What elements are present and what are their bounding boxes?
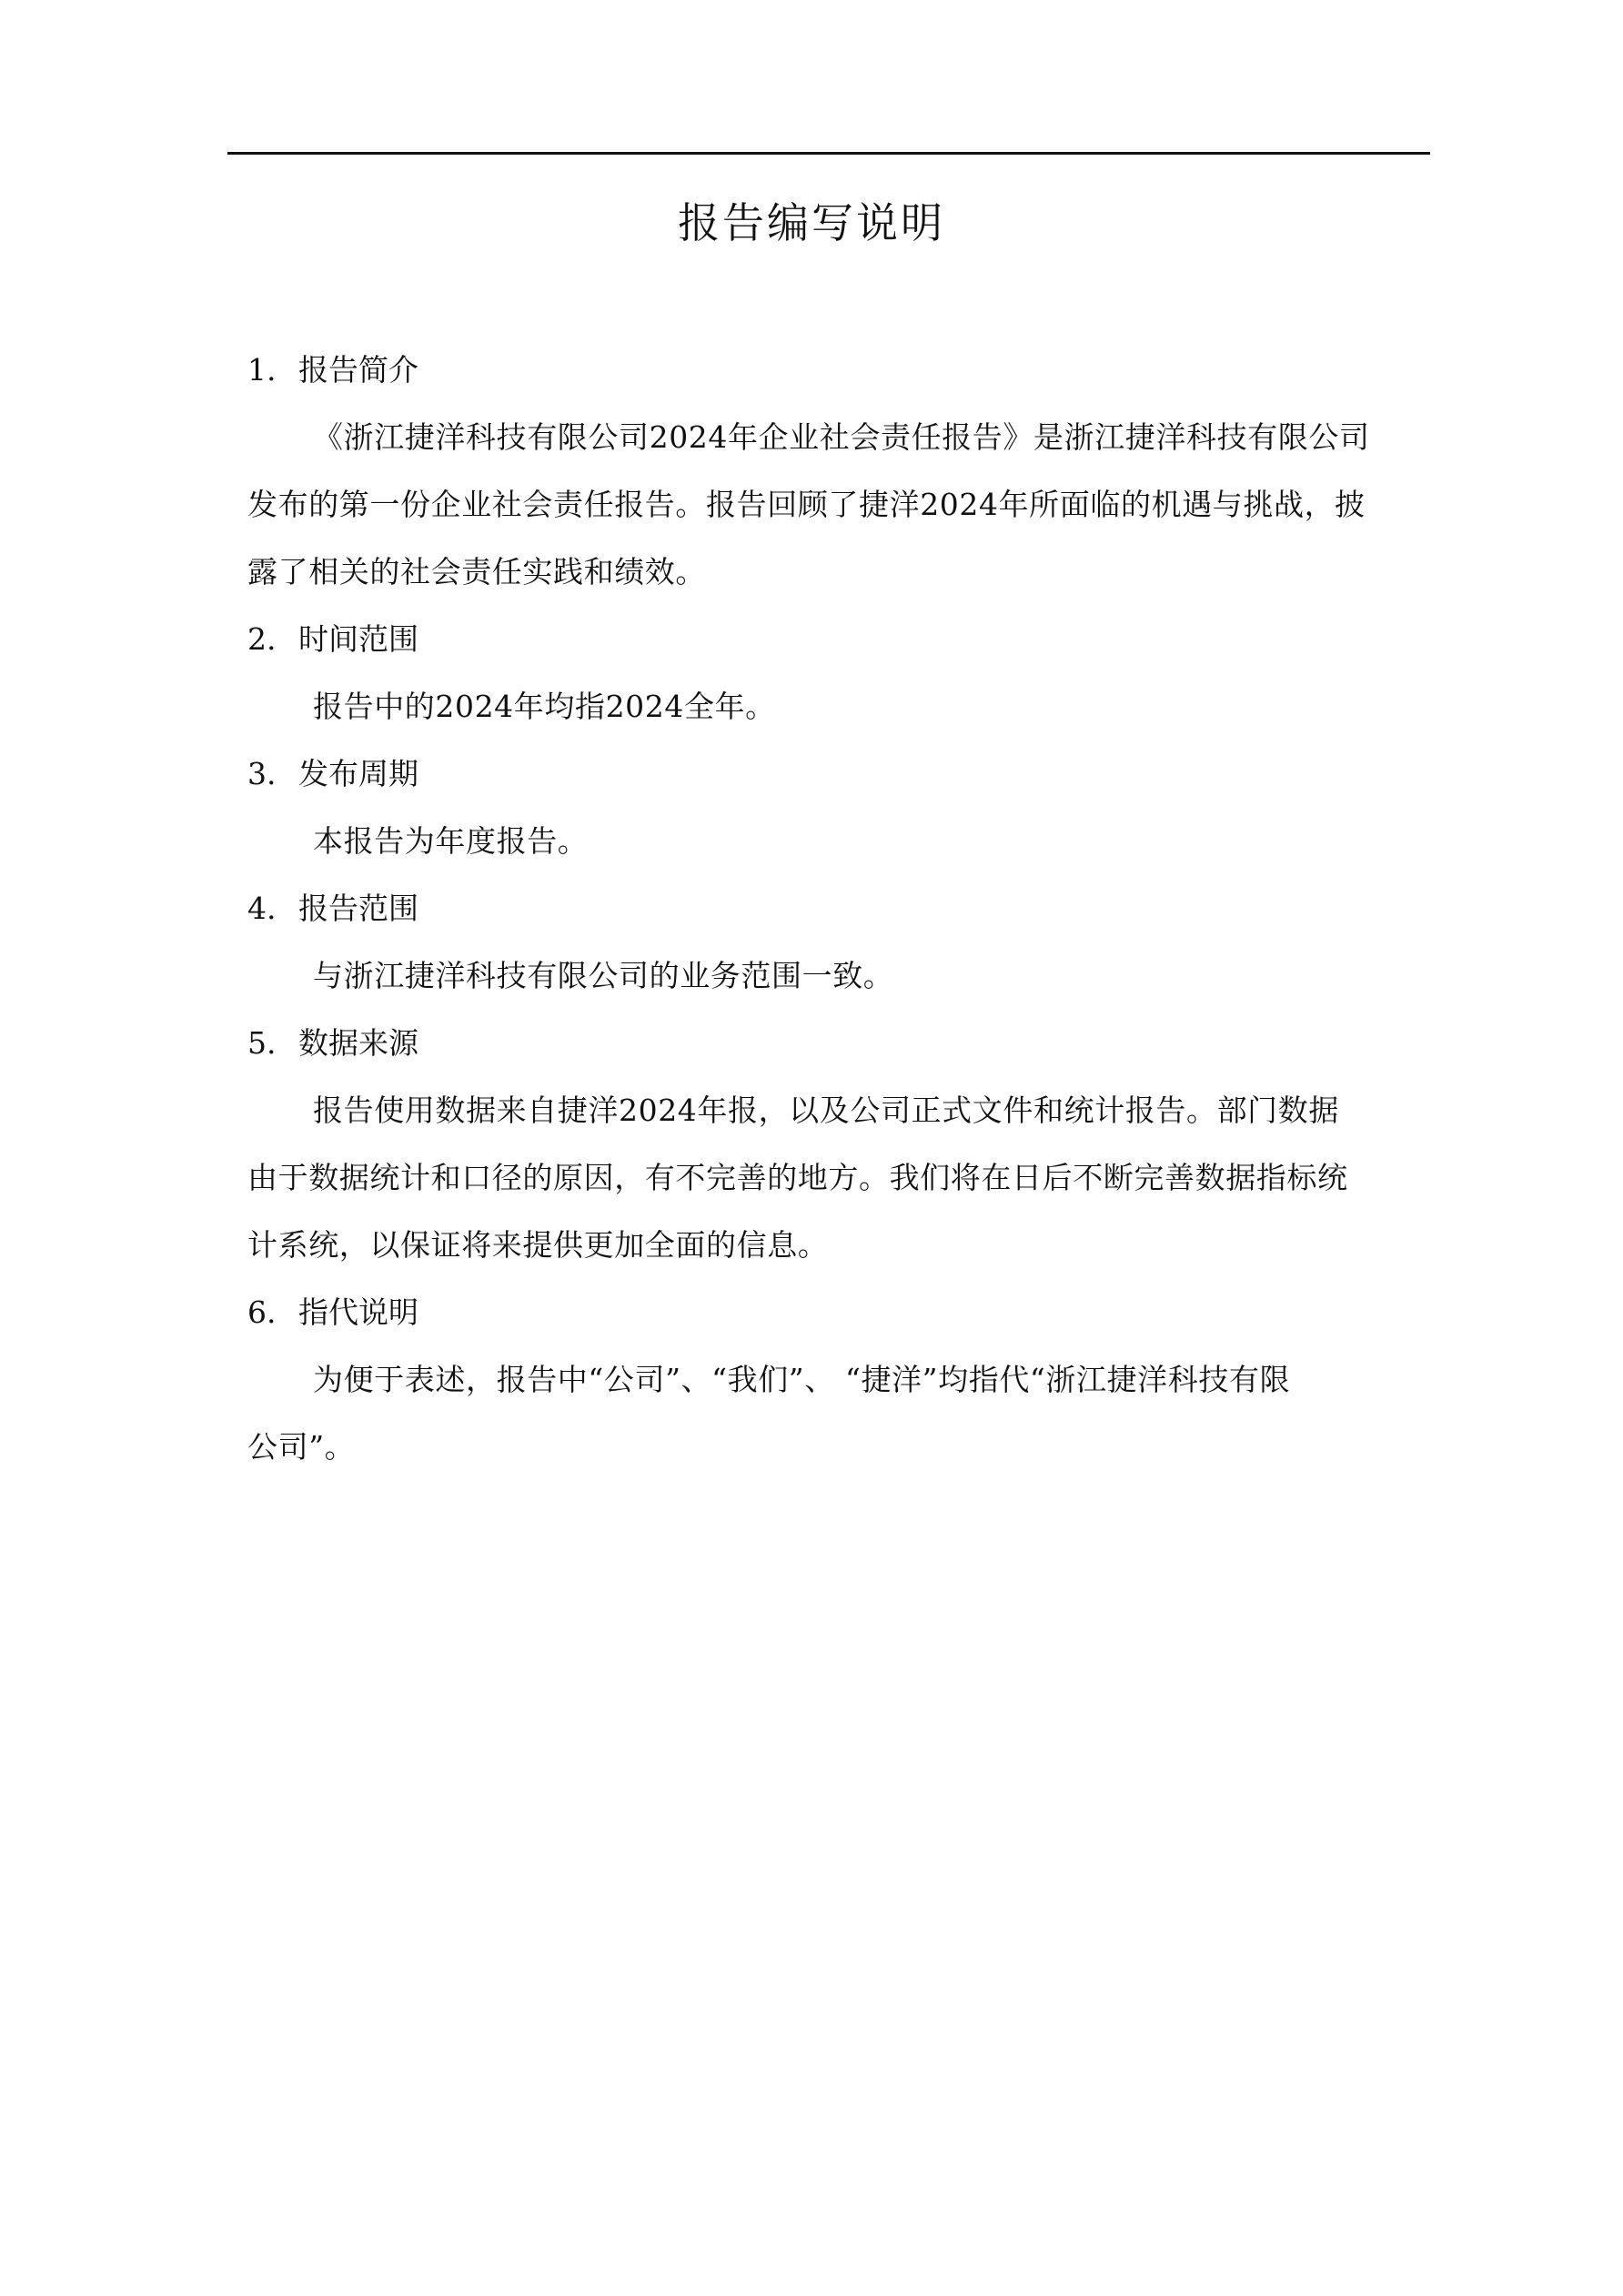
section-number: 2. [247,621,277,657]
body-line: 本报告为年度报告。 [313,823,589,859]
section-heading [247,875,1430,942]
body-line: 由于数据统计和口径的原因，有不完善的地方。我们将在日后不断完善数据指标统 [247,1160,1348,1195]
body-line: 发布的第一份企业社会责任报告。报告回顾了捷洋2024年所面临的机遇与挑战，披 [247,487,1366,522]
section-heading [247,606,1430,673]
section-heading-text: 指代说明 [298,1294,418,1330]
body-line: 计系统，以保证将来提供更加全面的信息。 [247,1227,829,1263]
section-terminology [247,1279,1430,1481]
section-body [247,404,1430,606]
section-report-intro [247,337,1430,606]
section-report-scope [247,875,1430,1010]
section-heading-text: 数据来源 [298,1025,418,1061]
section-number: 5. [247,1025,277,1061]
section-number: 6. [247,1294,277,1330]
body-line: 露了相关的社会责任实践和绩效。 [247,554,706,589]
body-line: 《浙江捷洋科技有限公司2024年企业社会责任报告》是浙江捷洋科技有限公司 [313,419,1370,455]
section-number: 3. [247,756,277,791]
section-heading-text: 时间范围 [298,621,418,657]
section-heading-text: 报告简介 [298,352,418,388]
section-time-range [247,606,1430,740]
section-body [247,673,1430,740]
section-heading-text: 报告范围 [298,891,418,926]
document-content [247,337,1430,1481]
body-line: 与浙江捷洋科技有限公司的业务范围一致。 [313,958,894,993]
section-body [247,942,1430,1010]
body-line: 报告使用数据来自捷洋2024年报，以及公司正式文件和统计报告。部门数据 [313,1093,1339,1128]
section-heading [247,1010,1430,1077]
section-data-sources [247,1010,1430,1279]
body-line: 公司”。 [247,1429,356,1465]
section-heading-text: 发布周期 [298,756,418,791]
page-title: 报告编写说明 [678,198,945,247]
section-heading [247,740,1430,808]
header-rule [227,152,1430,155]
section-body [247,808,1430,875]
section-number: 4. [247,891,277,926]
section-heading [247,1279,1430,1346]
body-line: 为便于表述，报告中“公司”、“我们”、 “捷洋”均指代“浙江捷洋科技有限 [313,1362,1291,1397]
section-number: 1. [247,352,277,388]
section-body [247,1346,1430,1481]
section-release-cycle [247,740,1430,875]
body-line: 报告中的2024年均指2024全年。 [313,689,776,724]
section-body [247,1077,1430,1279]
section-heading [247,337,1430,404]
